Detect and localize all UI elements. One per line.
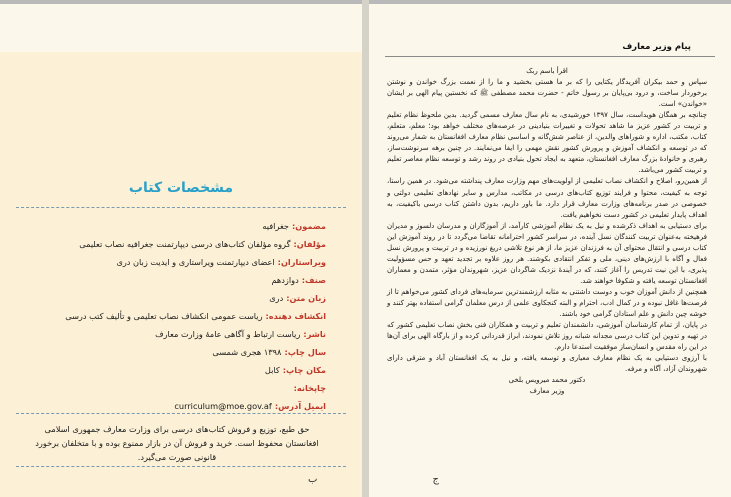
- paragraph: از همین‌رو، اصلاح و انکشاف نصاب تعلیمی از اولویت‌های مهم وزارت معارف پنداشته می‌شود. در همین راستا، توجه به کیفیت، محتوا و فرایند توزیع کتاب‌های درسی در مکاتب، مدارس و سایر نهادهای تعلیمی دولتی و خصوصی در صدر برنامه‌های وزارت معارف قرار دارد. ما باور داریم، بدون داشتن کتاب درسی باکیفیت، به اهداف پایدار تعلیمی در کشور دست نخواهیم یافت.: [387, 177, 707, 219]
- spec-row: [26, 235, 326, 253]
- spec-row: [26, 361, 326, 379]
- left-page: [0, 4, 362, 497]
- spec-row: [26, 307, 326, 325]
- spec-value: کابل: [264, 365, 280, 375]
- spec-label: چاپخانه:: [293, 383, 326, 393]
- email-address[interactable]: curriculum@moe.gov.af: [174, 401, 272, 411]
- right-page: [369, 4, 731, 497]
- page-header-strip: [0, 4, 362, 52]
- spec-label: صنف:: [301, 275, 326, 285]
- paragraph: با آرزوی دستیابی به یک نظام معارف معیاری و توسعه یافته، و نیل به یک افغانستان آباد و مترقی دارای شهروندان آزاد، آگاه و مرفه.: [387, 354, 707, 374]
- spec-label: سال چاپ:: [284, 347, 326, 357]
- spec-row: [26, 253, 326, 271]
- paragraph: در پایان، از تمام کارشناسان آموزشی، دانشمندان تعلیم و تربیت و همکاران فنی بخش نصاب تعلیمی کشور که در تهیه و تدوین این کتاب درسی مجدانه شبانه روز تلاش نمودند، ابراز قدردانی کرده و از بارگاه الهی برای آن‌ها در این راه مقدس و انسان‌ساز موفقیت استدعا دارم.: [387, 321, 707, 352]
- divider: [16, 466, 346, 467]
- page-number: ب: [308, 474, 318, 485]
- spec-label: زبان متن:: [286, 293, 326, 303]
- divider: [385, 56, 715, 57]
- spec-value: ریاست عمومی انکشاف نصاب تعلیمی و تألیف کتب درسی: [65, 311, 263, 321]
- spec-value: دری: [269, 293, 284, 303]
- spec-value: ۱۳۹۸ هجری شمسی: [212, 347, 282, 357]
- spec-label: مؤلفان:: [293, 239, 326, 249]
- spec-value: اعضای دیپارتمنت ویراستاری و ایدیت زبان دری: [116, 257, 275, 267]
- spec-label: انکشاف دهنده:: [265, 311, 326, 321]
- spec-row: [26, 271, 326, 289]
- minister-message: [387, 66, 707, 397]
- page-title: مشخصات کتاب: [128, 180, 234, 196]
- spec-value: جغرافیه: [262, 221, 289, 231]
- spec-row: [26, 379, 326, 397]
- book-gutter: [362, 0, 369, 497]
- spec-row: [26, 217, 326, 235]
- spec-row: [26, 325, 326, 343]
- spec-label: ناشر:: [303, 329, 326, 339]
- spec-value: ریاست ارتباط و آگاهی عامهٔ وزارت معارف: [155, 329, 301, 339]
- signature-title: وزیر معارف: [529, 387, 565, 396]
- copyright-notice: حق طبع، توزیع و فروش کتاب‌های درسی برای وزارت معارف جمهوری اسلامی افغانستان محفوظ است. خرید و فروش آن در بازار ممنوع بوده و با متخلفان برخورد قانونی صورت می‌گیرد.: [35, 424, 319, 462]
- spec-label: ویراستاران:: [277, 257, 326, 267]
- page-number: ج: [432, 474, 439, 485]
- paragraph: همچنین از دانش آموزان خوب و دوست داشتنی به مثابه ارزشمندترین سرمایه‌های فردای کشور می‌خواهم تا از فرصت‌ها غافل نبوده و در کمال ادب، احترام و البته کنجکاوی علمی از درس معلمان گرامی استفاده بهتر کنند و خوشه چین دانش و علم استادان گرامی خود باشند.: [387, 287, 707, 319]
- spec-label: مکان چاپ:: [282, 365, 326, 375]
- spec-row: [26, 343, 326, 361]
- opening-verse: اقرأ باسم ربک: [526, 67, 568, 75]
- spec-row: [26, 289, 326, 307]
- signature-name: دکتور محمد میرویس بلخی: [508, 376, 586, 385]
- page-heading: پیام وزیر معارف: [622, 42, 691, 52]
- paragraph: چنانچه بر همگان هویداست، سال ۱۳۹۷ خورشیدی، به نام سال معارف مسمی گردید. بدین ملحوظ نظام تعلیم و تربیت در کشور عزیز ما شاهد تحولات و تغییرات بنیادینی در عرصه‌های مختلف خواهد بود؛ معلم، متعلم، کتاب، مکتب، اداره و شوراهای والدین، از عناصر شش‌گانه و اساسی نظام معارف افغانستان به شمار می‌روند که در توسعه و انکشاف آموزش و پرورش کشور نقش مهمی را ایفا می‌نمایند. در چنین برهه سرنوشت‌ساز، رهبری و خانوادهٔ بزرگ معارف افغانستان، متعهد به ایجاد تحول بنیادی در روند رشد و توسعه نظام معاصر تعلیم و تربیت کشور می‌باشد.: [387, 111, 708, 175]
- paragraph: برای دستیابی به اهداف ذکرشده و نیل به یک نظام آموزشی کارآمد، از آموزگاران و مدرسان دلسوز و مدیران فرهیخته به‌عنوان تربیت کنندگان نسل آینده، در سراسر کشور احترامانه تقاضا می‌گردد تا در روند آموزش این کتاب درسی و انتقال محتوای آن به فرزندان عزیز ما، از هر نوع تلاشی دریغ نورزیده و در تربیت و پرورش نسل فعال و آگاه با ارزش‌های دینی، ملی و تفکر انتقادی بکوشند. هر روز علاوه بر تجدید تعهد و حس مسؤولیت پذیری، با این نیت تدریس را آغاز کنند، که در آیندهٔ نزدیک شاگردان عزیز، شهروندان مؤثر، متمدن و معماران افغانستان توسعه یافته و شکوفا خواهند شد.: [387, 221, 707, 285]
- spec-label: مضمون:: [291, 221, 326, 231]
- paragraph: سپاس و حمد بیکران آفریدگار یکتایی را که بر ما هستی بخشید و ما را از نعمت بزرگ خواندن و نوشتن برخوردار ساخت، و درود بی‌پایان بر رسول خاتم - حضرت محمد مصطفی ﷺ که نخستین پیام الهی بر ایشان «خواندن» است.: [387, 78, 707, 109]
- book-specs-list: [26, 217, 326, 415]
- divider: [16, 413, 346, 414]
- spec-value: دوازدهم: [271, 275, 299, 285]
- spec-value: گروه مؤلفان کتاب‌های درسی دیپارتمنت جغرافیه نصاب تعلیمی: [79, 239, 291, 249]
- divider: [16, 207, 346, 208]
- spec-label: ایمیل آدرس:: [274, 401, 326, 411]
